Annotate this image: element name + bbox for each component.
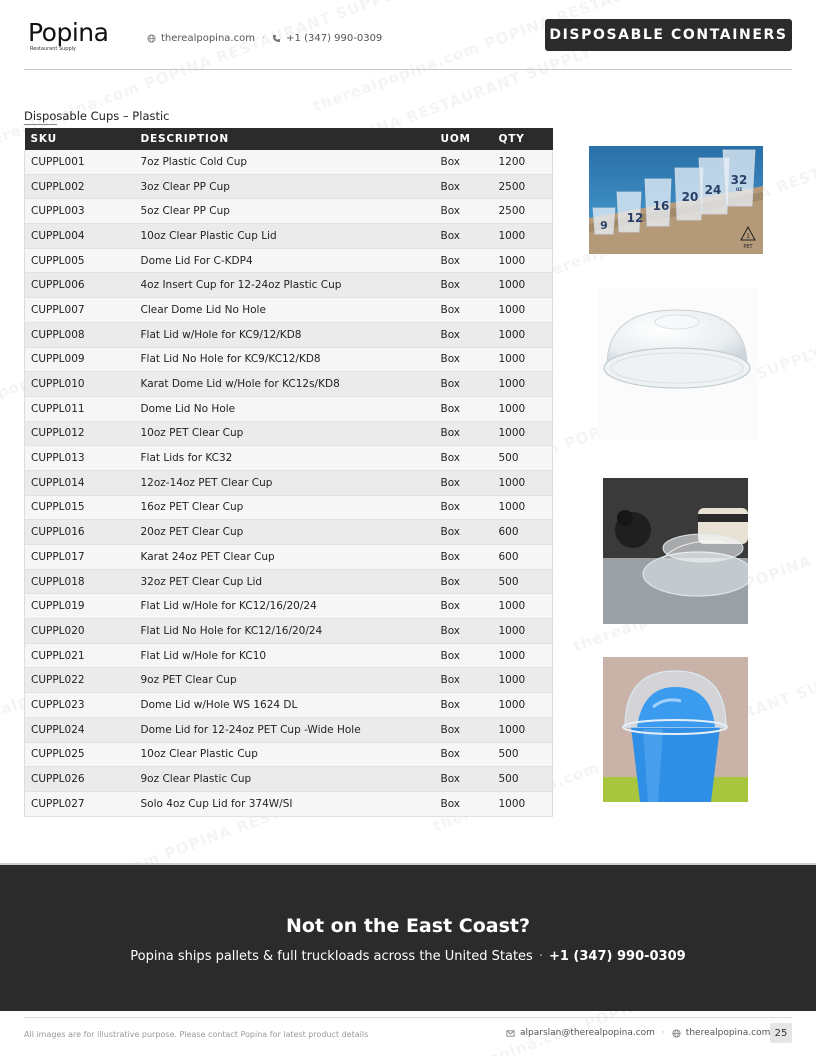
qty-cell: 600	[493, 545, 553, 570]
qty-cell: 1000	[493, 717, 553, 742]
globe-icon	[147, 34, 156, 43]
sku-cell: CUPPL016	[25, 520, 135, 545]
column-header-sku: SKU	[25, 128, 135, 150]
table-row	[25, 396, 553, 421]
qty-cell: 1000	[493, 643, 553, 668]
qty-cell: 600	[493, 520, 553, 545]
sku-cell: CUPPL011	[25, 396, 135, 421]
cup-size-label: 9	[600, 219, 608, 232]
qty-cell: 1000	[493, 273, 553, 298]
cup-size-label: 20	[681, 190, 699, 204]
uom-cell: Box	[435, 273, 493, 298]
uom-cell: Box	[435, 298, 493, 323]
table-body	[25, 150, 553, 816]
lid-dessert-photo	[603, 478, 748, 624]
qty-cell: 1200	[493, 150, 553, 174]
banner-text: Popina ships pallets & full truckloads across the United States	[130, 949, 533, 964]
globe-icon	[672, 1029, 681, 1038]
table-row	[25, 150, 553, 174]
sku-cell: CUPPL012	[25, 421, 135, 446]
sku-cell: CUPPL005	[25, 248, 135, 273]
uom-cell: Box	[435, 791, 493, 816]
table-row	[25, 347, 553, 372]
qty-cell: 1000	[493, 224, 553, 249]
separator-dot: ·	[261, 33, 266, 44]
table-row	[25, 520, 553, 545]
uom-cell: Box	[435, 150, 493, 174]
table-row	[25, 273, 553, 298]
description-cell: 16oz PET Clear Cup	[135, 495, 435, 520]
qty-cell: 2500	[493, 199, 553, 224]
uom-cell: Box	[435, 248, 493, 273]
cup-size-label: 16	[652, 199, 670, 213]
table-row	[25, 717, 553, 742]
description-cell: Dome Lid w/Hole WS 1624 DL	[135, 693, 435, 718]
qty-cell: 1000	[493, 693, 553, 718]
header-phone-link[interactable]: +1 (347) 990-0309	[286, 33, 383, 44]
uom-cell: Box	[435, 742, 493, 767]
table-row	[25, 470, 553, 495]
sku-cell: CUPPL020	[25, 619, 135, 644]
uom-cell: Box	[435, 520, 493, 545]
sku-cell: CUPPL009	[25, 347, 135, 372]
description-cell: Flat Lid No Hole for KC9/KC12/KD8	[135, 347, 435, 372]
description-cell: Flat Lids for KC32	[135, 446, 435, 471]
description-cell: Dome Lid No Hole	[135, 396, 435, 421]
qty-cell: 1000	[493, 322, 553, 347]
table-row	[25, 199, 553, 224]
description-cell: Flat Lid w/Hole for KC10	[135, 643, 435, 668]
description-cell: 9oz PET Clear Cup	[135, 668, 435, 693]
sku-cell: CUPPL022	[25, 668, 135, 693]
qty-cell: 1000	[493, 594, 553, 619]
description-cell: Karat 24oz PET Clear Cup	[135, 545, 435, 570]
banner-heading: Not on the East Coast?	[286, 915, 530, 937]
cup-size-label: 24	[704, 183, 722, 197]
uom-cell: Box	[435, 421, 493, 446]
qty-cell: 1000	[493, 495, 553, 520]
sku-cell: CUPPL004	[25, 224, 135, 249]
footer-divider	[24, 1017, 792, 1018]
shipping-banner	[0, 865, 816, 1011]
banner-subtext	[0, 949, 816, 964]
brand-name: Popina	[28, 18, 109, 47]
qty-cell: 2500	[493, 174, 553, 199]
qty-cell: 500	[493, 446, 553, 471]
description-cell: Karat Dome Lid w/Hole for KC12s/KD8	[135, 372, 435, 397]
product-table	[24, 128, 553, 817]
qty-cell: 1000	[493, 298, 553, 323]
table-row	[25, 767, 553, 792]
table-row	[25, 446, 553, 471]
table-row	[25, 322, 553, 347]
uom-cell: Box	[435, 643, 493, 668]
description-cell: 5oz Clear PP Cup	[135, 199, 435, 224]
sku-cell: CUPPL001	[25, 150, 135, 174]
description-cell: 20oz PET Clear Cup	[135, 520, 435, 545]
description-cell: 10oz Clear Plastic Cup Lid	[135, 224, 435, 249]
sku-cell: CUPPL026	[25, 767, 135, 792]
sku-cell: CUPPL023	[25, 693, 135, 718]
footer-contacts	[506, 1028, 770, 1038]
sku-cell: CUPPL013	[25, 446, 135, 471]
column-header-qty: QTY	[493, 128, 553, 150]
qty-cell: 1000	[493, 372, 553, 397]
uom-cell: Box	[435, 322, 493, 347]
uom-cell: Box	[435, 693, 493, 718]
table-row	[25, 224, 553, 249]
uom-cell: Box	[435, 347, 493, 372]
uom-cell: Box	[435, 396, 493, 421]
uom-cell: Box	[435, 470, 493, 495]
sku-cell: CUPPL021	[25, 643, 135, 668]
qty-cell: 1000	[493, 470, 553, 495]
uom-cell: Box	[435, 569, 493, 594]
table-row	[25, 619, 553, 644]
cup-oz-label: OZ	[735, 187, 743, 192]
sku-cell: CUPPL002	[25, 174, 135, 199]
description-cell: Flat Lid No Hole for KC12/16/20/24	[135, 619, 435, 644]
description-cell: 3oz Clear PP Cup	[135, 174, 435, 199]
uom-cell: Box	[435, 372, 493, 397]
table-row	[25, 742, 553, 767]
qty-cell: 500	[493, 569, 553, 594]
uom-cell: Box	[435, 767, 493, 792]
uom-cell: Box	[435, 717, 493, 742]
description-cell: 4oz Insert Cup for 12-24oz Plastic Cup	[135, 273, 435, 298]
table-row	[25, 668, 553, 693]
qty-cell: 1000	[493, 396, 553, 421]
qty-cell: 1000	[493, 248, 553, 273]
description-cell: 10oz Clear Plastic Cup	[135, 742, 435, 767]
header-divider	[24, 69, 792, 70]
qty-cell: 1000	[493, 619, 553, 644]
sku-cell: CUPPL003	[25, 199, 135, 224]
sku-cell: CUPPL025	[25, 742, 135, 767]
table-row	[25, 693, 553, 718]
separator-dot: ·	[661, 1028, 665, 1038]
description-cell: Dome Lid for 12-24oz PET Cup -Wide Hole	[135, 717, 435, 742]
brand-logo	[28, 20, 108, 52]
column-header-description: DESCRIPTION	[135, 128, 435, 150]
qty-cell: 1000	[493, 791, 553, 816]
table-row	[25, 643, 553, 668]
description-cell: Clear Dome Lid No Hole	[135, 298, 435, 323]
uom-cell: Box	[435, 446, 493, 471]
cup-sizes-photo	[589, 146, 763, 254]
sku-cell: CUPPL027	[25, 791, 135, 816]
table-row	[25, 791, 553, 816]
page-number: 25	[770, 1023, 792, 1043]
sku-cell: CUPPL007	[25, 298, 135, 323]
qty-cell: 1000	[493, 668, 553, 693]
table-row	[25, 545, 553, 570]
cup-size-label: 32	[730, 173, 748, 187]
footer-website-link[interactable]: therealpopina.com	[685, 1028, 771, 1038]
description-cell: Flat Lid w/Hole for KC9/12/KD8	[135, 322, 435, 347]
banner-phone-link[interactable]: +1 (347) 990-0309	[548, 949, 686, 964]
cup-size-label: 12	[626, 211, 644, 225]
section-title-badge: DISPOSABLE CONTAINERS	[545, 19, 792, 51]
table-row	[25, 421, 553, 446]
description-cell: Dome Lid For C-KDP4	[135, 248, 435, 273]
sku-cell: CUPPL019	[25, 594, 135, 619]
table-header-row	[25, 128, 553, 150]
sku-cell: CUPPL015	[25, 495, 135, 520]
uom-cell: Box	[435, 495, 493, 520]
description-cell: 9oz Clear Plastic Cup	[135, 767, 435, 792]
description-cell: Flat Lid w/Hole for KC12/16/20/24	[135, 594, 435, 619]
table-row	[25, 174, 553, 199]
sku-cell: CUPPL014	[25, 470, 135, 495]
description-cell: 32oz PET Clear Cup Lid	[135, 569, 435, 594]
table-row	[25, 594, 553, 619]
header-website-link[interactable]: therealpopina.com	[161, 33, 255, 44]
slush-dome-cup-photo	[603, 657, 748, 802]
footer-email-link[interactable]: alparslan@therealpopina.com	[520, 1028, 655, 1038]
title-underline	[24, 124, 57, 125]
sku-cell: CUPPL006	[25, 273, 135, 298]
sku-cell: CUPPL017	[25, 545, 135, 570]
dome-lid-photo	[597, 288, 757, 440]
recycle-label: PET	[743, 244, 753, 250]
table-row	[25, 569, 553, 594]
recycle-code: 1	[746, 233, 750, 240]
uom-cell: Box	[435, 224, 493, 249]
mail-icon	[506, 1029, 515, 1038]
uom-cell: Box	[435, 174, 493, 199]
header-contact	[147, 33, 382, 44]
column-header-uom: UOM	[435, 128, 493, 150]
description-cell: 7oz Plastic Cold Cup	[135, 150, 435, 174]
uom-cell: Box	[435, 199, 493, 224]
table-row	[25, 298, 553, 323]
uom-cell: Box	[435, 594, 493, 619]
qty-cell: 1000	[493, 421, 553, 446]
sku-cell: CUPPL010	[25, 372, 135, 397]
description-cell: 12oz-14oz PET Clear Cup	[135, 470, 435, 495]
page-header	[0, 0, 816, 70]
table-title: Disposable Cups – Plastic	[24, 109, 170, 123]
brand-tagline: Restaurant Supply	[30, 46, 77, 52]
separator-dot: ·	[538, 949, 543, 964]
footer-disclaimer: All images are for illustrative purpose. Please contact Popina for latest product details	[24, 1030, 369, 1039]
description-cell: Solo 4oz Cup Lid for 374W/SI	[135, 791, 435, 816]
uom-cell: Box	[435, 619, 493, 644]
table-row	[25, 248, 553, 273]
description-cell: 10oz PET Clear Cup	[135, 421, 435, 446]
qty-cell: 1000	[493, 347, 553, 372]
qty-cell: 500	[493, 767, 553, 792]
sku-cell: CUPPL018	[25, 569, 135, 594]
qty-cell: 500	[493, 742, 553, 767]
uom-cell: Box	[435, 668, 493, 693]
uom-cell: Box	[435, 545, 493, 570]
table-row	[25, 372, 553, 397]
sku-cell: CUPPL008	[25, 322, 135, 347]
table-row	[25, 495, 553, 520]
phone-icon	[272, 34, 281, 43]
sku-cell: CUPPL024	[25, 717, 135, 742]
